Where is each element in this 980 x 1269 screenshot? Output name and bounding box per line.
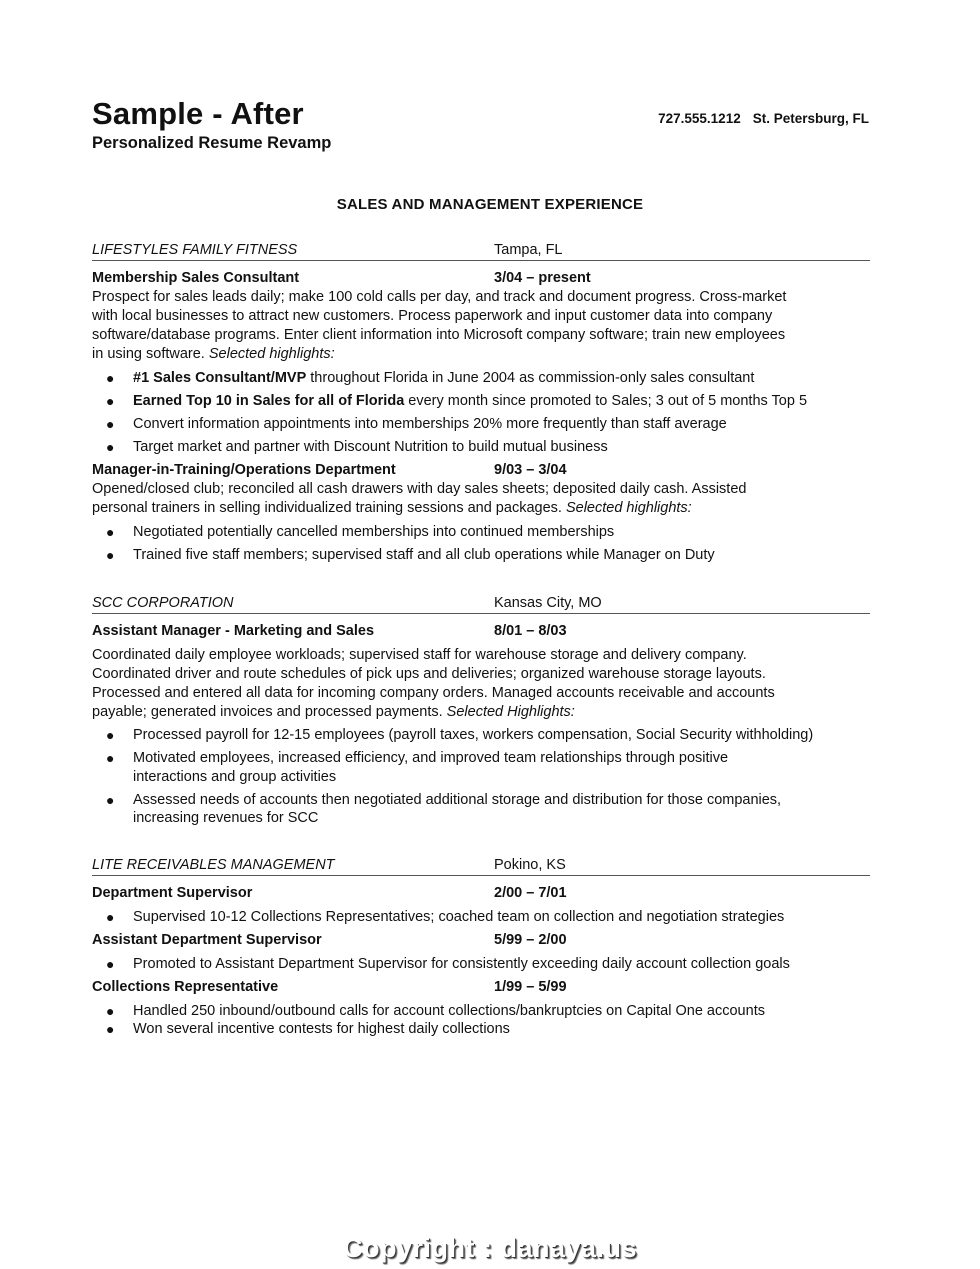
company-header xyxy=(92,240,870,261)
resume-title: Sample - After xyxy=(92,96,304,131)
job-title: Collections Representative xyxy=(92,979,279,995)
job-dates: 5/99 – 2/00 xyxy=(494,932,567,948)
bullet-item xyxy=(92,523,870,542)
bullet-item xyxy=(92,415,870,434)
bullet-text: increasing revenues for SCC xyxy=(133,810,319,826)
bullet-line xyxy=(133,749,870,768)
bullet-item xyxy=(92,369,870,388)
bullet-highlight: #1 Sales Consultant/MVP xyxy=(133,369,307,386)
company-block xyxy=(92,593,870,828)
description-text: Coordinated daily employee workloads; supervised staff for warehouse storage and delivery company. xyxy=(92,646,747,663)
bullet-line xyxy=(133,1002,870,1021)
job-description xyxy=(92,288,870,364)
bullet-item xyxy=(92,438,870,457)
bullet-line xyxy=(133,415,870,434)
bullet-icon: ● xyxy=(106,1021,115,1037)
bullet-text: interactions and group activities xyxy=(133,768,337,785)
bullet-icon: ● xyxy=(106,369,115,386)
description-line xyxy=(92,480,870,499)
company-block xyxy=(92,855,870,1039)
bullet-text: Motivated employees, increased efficiency, and improved team relationships through positive xyxy=(133,750,729,766)
job-title: Assistant Department Supervisor xyxy=(92,932,322,948)
bullet-text: Supervised 10-12 Collections Representatives; coached team on collection and negotiation strategies xyxy=(133,908,785,925)
bullet-icon: ● xyxy=(106,791,115,808)
bullet-text: Assessed needs of accounts then negotiated additional storage and distribution for those companies, xyxy=(133,791,782,808)
highlights-label: Selected Highlights: xyxy=(446,703,575,720)
copyright-watermark: Copyright : danaya.us xyxy=(342,1233,638,1263)
job-dates: 9/03 – 3/04 xyxy=(494,462,567,478)
bullet-line xyxy=(133,392,870,411)
description-line xyxy=(92,684,870,703)
job-title-row xyxy=(92,883,870,903)
bullet-text: Won several incentive contests for highest daily collections xyxy=(133,1021,510,1037)
job-title: Department Supervisor xyxy=(92,885,253,901)
company-name: LITE RECEIVABLES MANAGEMENT xyxy=(92,857,335,873)
job-title-row xyxy=(92,977,870,997)
job-dates: 1/99 – 5/99 xyxy=(494,979,567,995)
description-line xyxy=(92,665,870,684)
bullet-icon: ● xyxy=(106,438,115,455)
job-title-row xyxy=(92,460,870,480)
bullet-line xyxy=(133,908,870,927)
highlights-label: Selected highlights: xyxy=(208,346,335,362)
bullet-text: Trained five staff members; supervised staff and all club operations while Manager on Duty xyxy=(133,546,715,563)
bullet-line xyxy=(133,809,870,828)
bullet-icon: ● xyxy=(106,523,115,540)
bullet-line xyxy=(133,523,870,542)
bullet-icon: ● xyxy=(106,750,115,766)
bullet-icon: ● xyxy=(106,1002,115,1019)
description-text: software/database programs. Enter client information into Microsoft company software; train new employees xyxy=(92,327,786,343)
bullet-line xyxy=(133,1020,870,1039)
description-text: with local businesses to attract new customers. Process paperwork and input customer data into company xyxy=(92,308,773,324)
bullet-line xyxy=(133,546,870,565)
section-heading: SALES AND MANAGEMENT EXPERIENCE xyxy=(336,196,644,213)
bullet-item xyxy=(92,1020,870,1039)
bullet-line xyxy=(133,726,870,745)
bullet-icon: ● xyxy=(106,727,115,743)
bullet-item xyxy=(92,749,870,786)
phone-number: 727.555.1212 xyxy=(658,111,741,126)
bullet-text: every month since promoted to Sales; 3 out of 5 months Top 5 xyxy=(404,392,808,409)
description-text: payable; generated invoices and processed payments. xyxy=(92,703,447,720)
description-line xyxy=(92,307,870,326)
company-location: Pokino, KS xyxy=(494,857,566,873)
job-dates: 3/04 – present xyxy=(494,270,591,286)
bullet-text: Convert information appointments into memberships 20% more frequently than staff average xyxy=(133,415,727,432)
bullet-item xyxy=(92,392,870,411)
bullet-line xyxy=(133,955,870,974)
bullet-text: Target market and partner with Discount Nutrition to build mutual business xyxy=(133,438,608,455)
bullet-line xyxy=(133,438,870,457)
bullet-item xyxy=(92,546,870,565)
bullet-line xyxy=(133,369,870,388)
bullet-text: Negotiated potentially cancelled memberships into continued memberships xyxy=(133,523,615,540)
bullet-text: Promoted to Assistant Department Supervisor for consistently exceeding daily account collection goals xyxy=(133,955,790,972)
bullet-line xyxy=(133,768,870,787)
bullet-item xyxy=(92,908,870,927)
bullet-text: Processed payroll for 12-15 employees (payroll taxes, workers compensation, Social Security withholding) xyxy=(133,727,814,743)
description-line xyxy=(92,703,870,722)
job-title: Assistant Manager - Marketing and Sales xyxy=(92,623,375,639)
job-title-row xyxy=(92,930,870,950)
job-dates: 2/00 – 7/01 xyxy=(494,885,567,901)
company-name: SCC CORPORATION xyxy=(92,595,234,611)
bullet-text: Handled 250 inbound/outbound calls for account collections/bankruptcies on Capital One accounts xyxy=(133,1002,765,1019)
contact-info xyxy=(658,111,869,126)
bullet-item xyxy=(92,726,870,745)
description-text: Opened/closed club; reconciled all cash drawers with day sales sheets; deposited daily cash. Assisted xyxy=(92,481,747,497)
bullet-icon: ● xyxy=(106,955,115,972)
description-line xyxy=(92,646,870,665)
job-description xyxy=(92,480,870,518)
bullet-line xyxy=(133,791,870,810)
description-line xyxy=(92,326,870,345)
bullet-item xyxy=(92,955,870,974)
bullet-icon: ● xyxy=(106,546,115,563)
company-block xyxy=(92,240,870,564)
company-header xyxy=(92,593,870,614)
bullet-item xyxy=(92,791,870,828)
company-location: Tampa, FL xyxy=(494,242,563,258)
company-name: LIFESTYLES FAMILY FITNESS xyxy=(92,242,298,258)
bullet-item xyxy=(92,1002,870,1021)
job-title-row xyxy=(92,268,870,288)
company-location: Kansas City, MO xyxy=(494,595,602,611)
bullet-icon: ● xyxy=(106,415,115,432)
description-text: Prospect for sales leads daily; make 100 cold calls per day, and track and document progress. Cross-market xyxy=(92,289,787,305)
resume-subtitle: Personalized Resume Revamp xyxy=(92,134,332,152)
job-description xyxy=(92,646,870,722)
bullet-icon: ● xyxy=(106,392,115,409)
company-header xyxy=(92,855,870,876)
bullet-text: throughout Florida in June 2004 as commission-only sales consultant xyxy=(306,369,755,386)
highlights-label: Selected highlights: xyxy=(565,500,692,516)
description-line xyxy=(92,499,870,518)
contact-location: St. Petersburg, FL xyxy=(752,111,869,126)
description-text: Coordinated driver and route schedules of pick ups and deliveries; organized warehouse storage layouts. xyxy=(92,665,766,682)
job-title-row xyxy=(92,621,870,641)
description-text: personal trainers in selling individualized training sessions and packages. xyxy=(92,500,566,516)
bullet-highlight: Earned Top 10 in Sales for all of Florida xyxy=(133,392,405,409)
job-dates: 8/01 – 8/03 xyxy=(494,623,567,639)
description-text: in using software. xyxy=(92,346,209,362)
description-line xyxy=(92,345,870,364)
description-text: Processed and entered all data for incoming company orders. Managed accounts receivable and accounts xyxy=(92,684,775,701)
bullet-icon: ● xyxy=(106,908,115,925)
description-line xyxy=(92,288,870,307)
job-title: Membership Sales Consultant xyxy=(92,270,300,286)
job-title: Manager-in-Training/Operations Department xyxy=(92,462,396,478)
